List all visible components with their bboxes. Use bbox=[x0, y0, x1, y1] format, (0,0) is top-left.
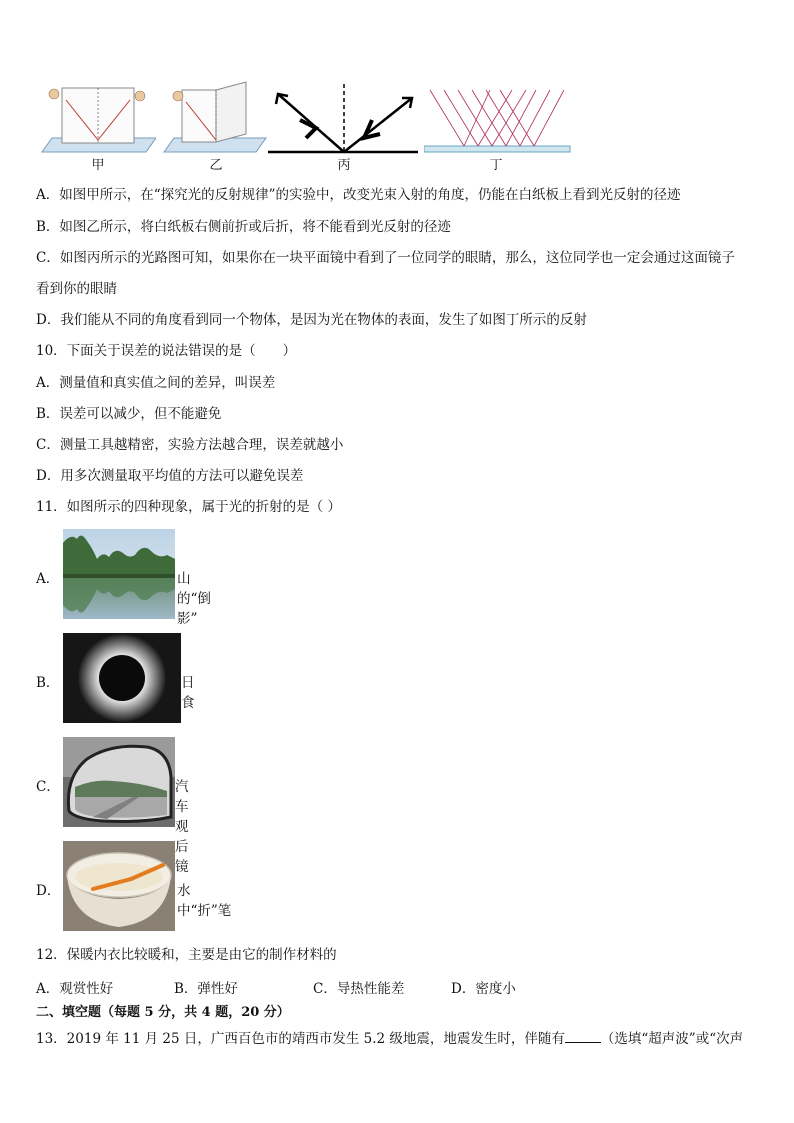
q13-text-part2: （选填“超声波”或“次声 bbox=[600, 1031, 744, 1047]
q10-option-a: A．测量值和真实值之间的差异，叫误差 bbox=[36, 375, 276, 391]
q10-option-d: D．用多次测量取平均值的方法可以避免误差 bbox=[36, 468, 304, 484]
q13-text-part1: 13．2019 年 11 月 25 日，广西百色市的靖西市发生 5.2 级地震，地震发生时，伴随有 bbox=[36, 1031, 565, 1047]
q12-option-a: A．观赏性好 bbox=[36, 981, 114, 997]
caption-bing: 丙 bbox=[337, 158, 351, 173]
q11-option-a-label: A． bbox=[36, 571, 60, 587]
car-mirror-image bbox=[63, 737, 175, 827]
caption-ding: 丁 bbox=[489, 158, 503, 173]
q11-option-b-text: 日食 bbox=[181, 675, 195, 711]
q10-stem: 10．下面关于误差的说法错误的是（ ） bbox=[36, 343, 297, 359]
q12-option-c: C．导热性能差 bbox=[313, 981, 405, 997]
q12-option-b: B．弹性好 bbox=[174, 981, 238, 997]
mountain-reflection-image bbox=[63, 529, 175, 619]
solar-eclipse-image bbox=[63, 633, 181, 723]
q12-stem: 12．保暖内衣比较暖和，主要是由它的制作材料的 bbox=[36, 947, 337, 963]
q11-option-d-text: 水中“折”笔 bbox=[177, 883, 232, 919]
caption-jia: 甲 bbox=[91, 158, 105, 173]
q11-option-a-text: 山的“倒影” bbox=[177, 571, 211, 627]
q13-answer-blank bbox=[565, 1030, 601, 1043]
q9-option-a: A．如图甲所示，在“探究光的反射规律”的实验中，改变光束入射的角度，仍能在白纸板上看到光反射的径迹 bbox=[36, 187, 681, 203]
q11-option-c-text: 汽车观后镜 bbox=[175, 779, 189, 875]
figure-row bbox=[36, 80, 576, 173]
q12-option-d: D．密度小 bbox=[451, 981, 516, 997]
q11-option-b-label: B． bbox=[36, 675, 60, 691]
q9-option-c-line2: 看到你的眼睛 bbox=[36, 281, 117, 297]
q13-stem bbox=[36, 1030, 743, 1048]
q11-option-c-label: C． bbox=[36, 779, 60, 795]
q9-option-c-line1: C．如图丙所示的光路图可知，如果你在一块平面镜中看到了一位同学的眼睛，那么，这位同学也一定会通过这面镜子 bbox=[36, 250, 735, 266]
section-heading-fill-in: 二、填空题（每题 5 分，共 4 题，20 分） bbox=[36, 1005, 290, 1020]
q11-stem: 11．如图所示的四种现象，属于光的折射的是（ ） bbox=[36, 499, 341, 515]
q10-option-c: C．测量工具越精密，实验方法越合理，误差就越小 bbox=[36, 437, 344, 453]
q11-option-d-label: D． bbox=[36, 883, 61, 899]
q10-option-b: B．误差可以减少，但不能避免 bbox=[36, 406, 222, 422]
q9-option-b: B．如图乙所示，将白纸板右侧前折或后折，将不能看到光反射的径迹 bbox=[36, 219, 451, 235]
pencil-in-water-image bbox=[63, 841, 175, 931]
q9-option-d: D．我们能从不同的角度看到同一个物体，是因为光在物体的表面，发生了如图丁所示的反射 bbox=[36, 312, 587, 328]
caption-yi: 乙 bbox=[209, 158, 223, 173]
